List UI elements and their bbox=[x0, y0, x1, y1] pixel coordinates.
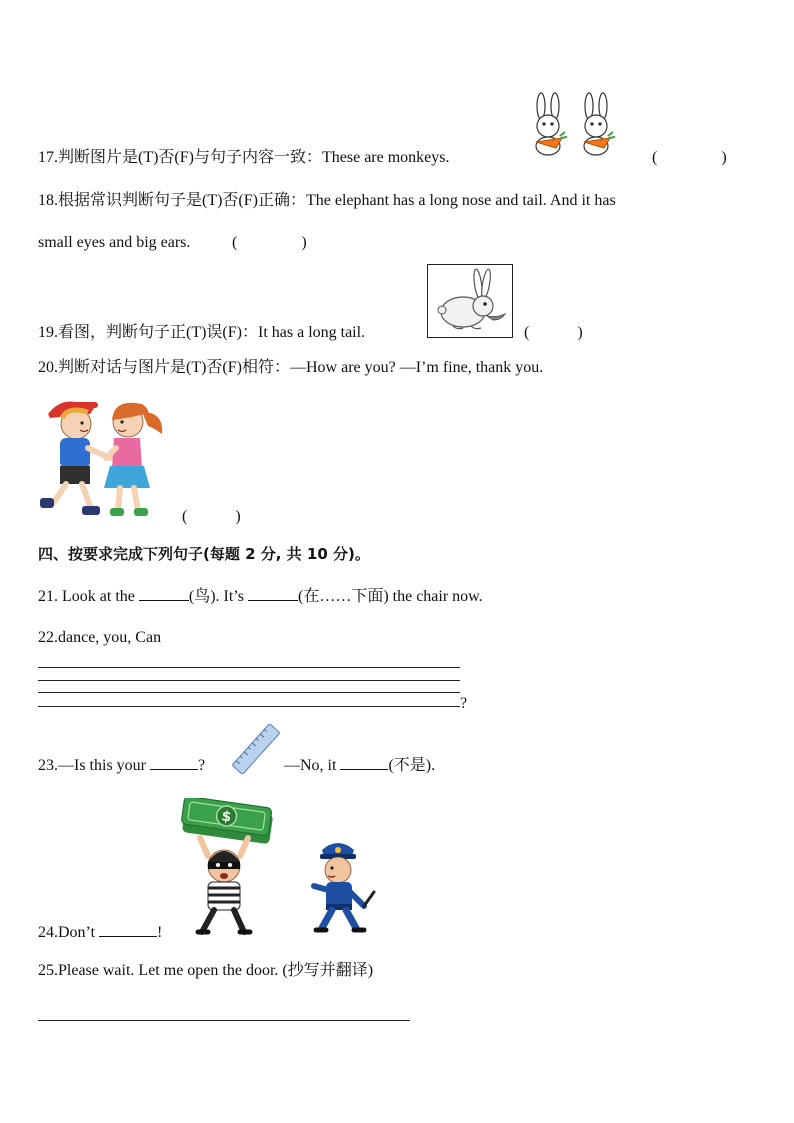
q22-writing-line-3[interactable] bbox=[38, 692, 460, 693]
q19-text: 19.看图，判断句子正(T)误(F)：It has a long tail. bbox=[38, 324, 366, 341]
q23-part2: ? bbox=[198, 757, 206, 774]
q23-blank-ruler[interactable] bbox=[150, 755, 198, 770]
q17-answer-paren[interactable]: ( ) bbox=[652, 149, 727, 166]
q18-answer-paren[interactable]: ( ) bbox=[232, 234, 307, 251]
rabbit-image bbox=[427, 264, 513, 338]
q18-line1: 18.根据常识判断句子是(T)否(F)正确：The elephant has a long nose and tail. And it has bbox=[38, 192, 616, 209]
thief-and-police-image bbox=[178, 798, 392, 940]
q24-part2: ! bbox=[157, 924, 163, 941]
q23-line-a bbox=[38, 755, 205, 776]
q21-line bbox=[38, 586, 483, 607]
q21-part3: (在……下面) the chair now. bbox=[297, 588, 483, 605]
q21-part2: (鸟). It’s bbox=[188, 588, 244, 605]
q18-line2: small eyes and big ears. bbox=[38, 234, 191, 251]
q21-part1: 21. Look at the bbox=[38, 588, 135, 605]
q17-text: 17.判断图片是(T)否(F)与句子内容一致：These are monkeys. bbox=[38, 149, 450, 166]
q22-text: 22.dance, you, Can bbox=[38, 629, 162, 646]
svg-text:$: $ bbox=[220, 808, 233, 826]
q23-blank-isnot[interactable] bbox=[340, 755, 388, 770]
two-children-shaking-hands-image bbox=[38, 392, 174, 524]
two-rabbits-image bbox=[528, 90, 624, 160]
q22-writing-line-4[interactable] bbox=[38, 706, 460, 707]
q20-answer-paren[interactable]: ( ) bbox=[182, 508, 241, 525]
q23-line-b bbox=[284, 755, 435, 776]
q25-writing-line[interactable] bbox=[38, 1020, 410, 1021]
q24-part1: 24.Don’t bbox=[38, 924, 96, 941]
section-4-heading: 四、按要求完成下列句子(每题 2 分, 共 10 分)。 bbox=[38, 545, 370, 563]
ruler-image bbox=[230, 724, 282, 774]
q21-blank-under[interactable] bbox=[248, 586, 298, 601]
q25-text: 25.Please wait. Let me open the door. (抄写并翻译) bbox=[38, 962, 374, 979]
q22-writing-line-2[interactable] bbox=[38, 680, 460, 681]
q23-part3: —No, it bbox=[284, 757, 337, 774]
q24-blank[interactable] bbox=[99, 922, 157, 937]
q22-writing-line-1[interactable] bbox=[38, 667, 460, 668]
q23-part4: (不是). bbox=[388, 757, 436, 774]
q24-line bbox=[38, 922, 162, 943]
q21-blank-bird[interactable] bbox=[139, 586, 189, 601]
q23-part1: 23.—Is this your bbox=[38, 757, 146, 774]
q22-question-mark: ? bbox=[460, 695, 468, 712]
q19-answer-paren[interactable]: ( ) bbox=[524, 324, 583, 341]
q20-text: 20.判断对话与图片是(T)否(F)相符：—How are you? —I’m fine, thank you. bbox=[38, 359, 544, 376]
